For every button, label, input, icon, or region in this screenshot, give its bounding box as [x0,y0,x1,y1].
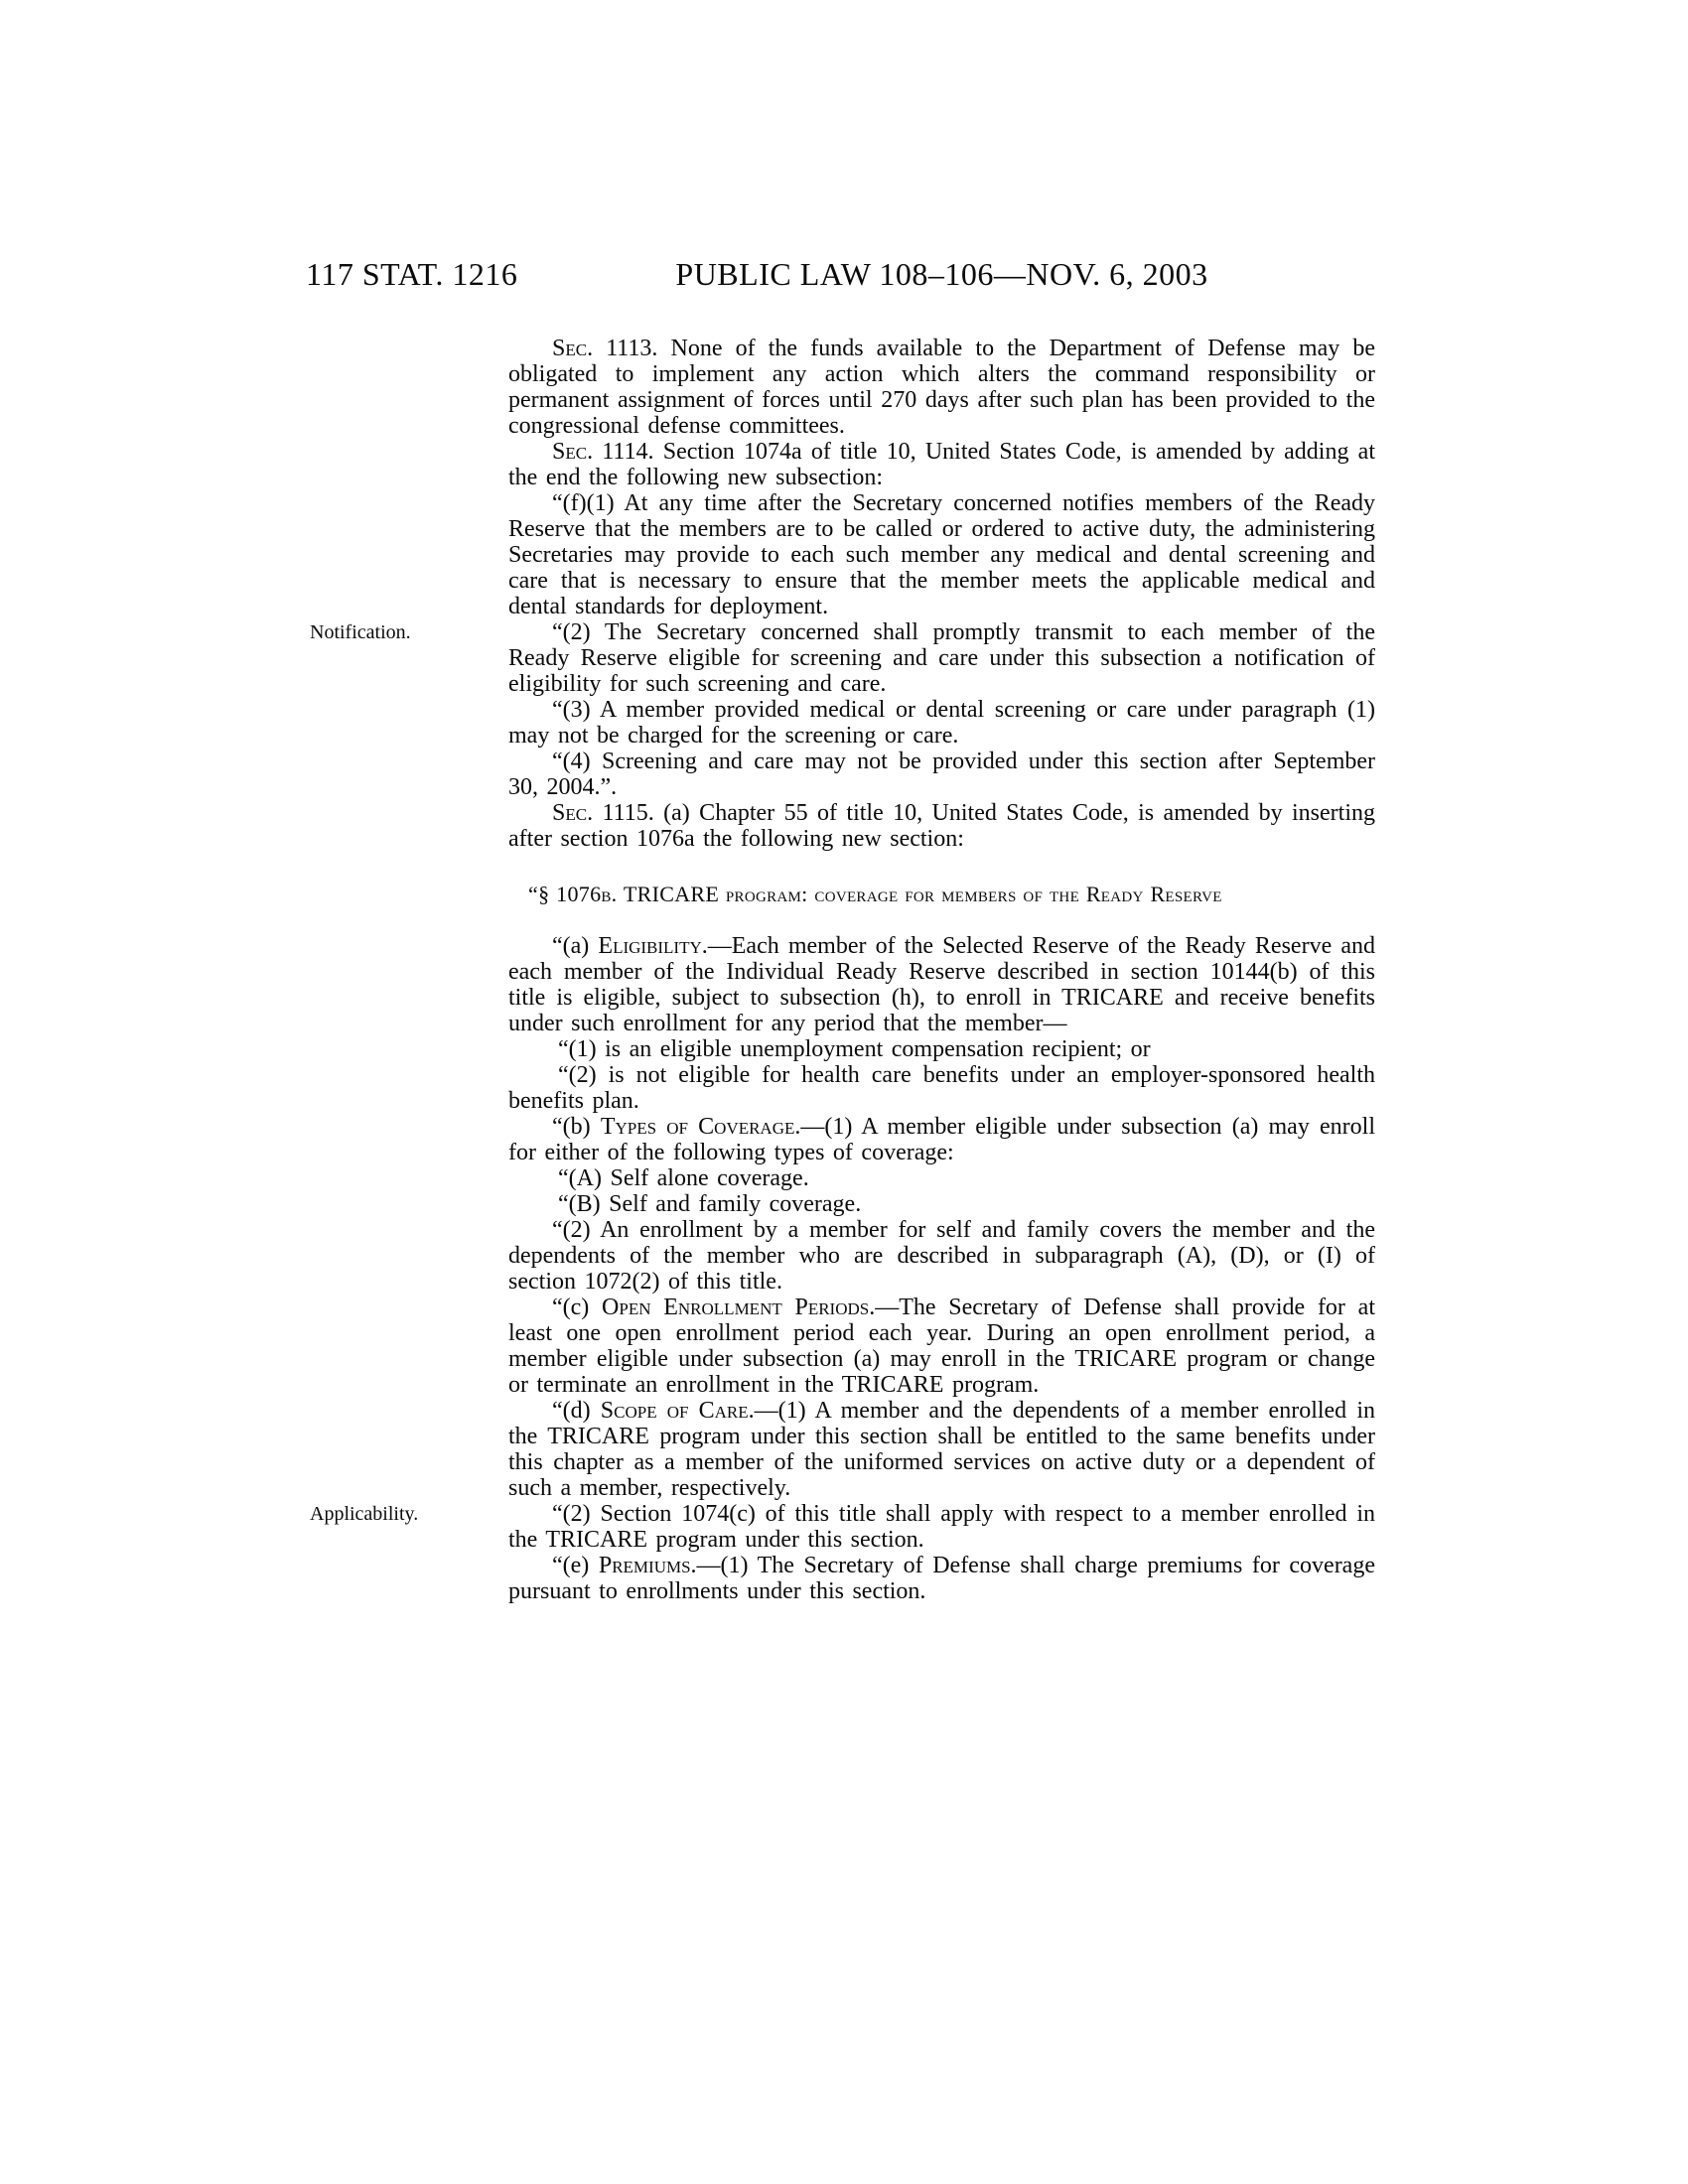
paragraph-f2: Notification. “(2) The Secretary concerned shall promptly transmit to each member of the Ready Reserve eligible for screening and care under this subsection a notification of eligibility for such screening and care. [310,619,1375,697]
paragraph-sec-1114: Sec. 1114. Section 1074a of title 10, United States Code, is amended by adding at the end the following new subsection: [508,439,1375,490]
page-number-stat-label: 117 STAT. 1216 [306,256,518,292]
subparagraph-2-employer-plan: “(2) is not eligible for health care benefits under an employer-sponsored health benefits plan. [508,1062,1375,1114]
paragraph-f4: “(4) Screening and care may not be provided under this section after September 30, 2004.”. [508,749,1375,800]
public-law-header: PUBLIC LAW 108–106—NOV. 6, 2003 [675,256,1208,292]
paragraph-sec-1115: Sec. 1115. (a) Chapter 55 of title 10, United States Code, is amended by inserting after section 1076a the following new section: [508,800,1375,852]
subparagraph-1-unemployment: “(1) is an eligible unemployment compensation recipient; or [558,1036,1151,1062]
paragraph-d-scope-of-care: “(d) Scope of Care.—(1) A member and the dependents of a member enrolled in the TRICARE program under this section shall be entitled to the same benefits under this chapter as a member of the uniformed services on active duty or a dependent of such a member, respectively. [508,1398,1375,1501]
subparagraph-b-self-family: “(B) Self and family coverage. [558,1191,862,1217]
paragraph-a-eligibility: “(a) Eligibility.—Each member of the Selected Reserve of the Ready Reserve and each member of the Individual Ready Reserve described in section 10144(b) of this title is eligible, subject to subsection (h), to enroll in TRICARE and receive benefits under such enrollment for any period that the member— [508,933,1375,1036]
paragraph-f1: “(f)(1) At any time after the Secretary concerned notifies members of the Ready Reserve that the members are to be called or ordered to active duty, the administering Secretaries may provide to each such member any medical and dental screening and care that is necessary to ensure that the member meets the applicable medical and dental standards for deployment. [508,490,1375,619]
margin-note-applicability: Applicability. [310,1503,419,1525]
subparagraph-a-self-alone: “(A) Self alone coverage. [558,1165,809,1191]
statute-text-block [310,336,1375,1604]
margin-note-notification: Notification. [310,621,411,643]
paragraph-e-premiums: “(e) Premiums.—(1) The Secretary of Defense shall charge premiums for coverage pursuant to enrollments under this section. [508,1553,1375,1604]
paragraph-b-types-of-coverage: “(b) Types of Coverage.—(1) A member eligible under subsection (a) may enroll for either of the following types of coverage: [508,1114,1375,1165]
paragraph-f3: “(3) A member provided medical or dental screening or care under paragraph (1) may not be charged for the screening or care. [508,697,1375,749]
paragraph-c-open-enrollment: “(c) Open Enrollment Periods.—The Secretary of Defense shall provide for at least one open enrollment period each year. During an open enrollment period, a member eligible under subsection (a) may enroll in the TRICARE program or change or terminate an enrollment in the TRICARE program. [508,1295,1375,1398]
paragraph-b2-enrollment-covers: “(2) An enrollment by a member for self and family covers the member and the dependents of the member who are described in subparagraph (A), (D), or (I) of section 1072(2) of this title. [508,1217,1375,1295]
paragraph-d2-applicability: Applicability. “(2) Section 1074(c) of this title shall apply with respect to a member enrolled in the TRICARE program under this section. [310,1501,1375,1553]
paragraph-sec-1113: Sec. 1113. None of the funds available to the Department of Defense may be obligated to implement any action which alters the command responsibility or permanent assignment of forces until 270 days after such plan has been provided to the congressional defense committees. [508,336,1375,439]
section-1076b-heading: “§ 1076b. TRICARE program: coverage for members of the Ready Reserve [528,882,1222,906]
